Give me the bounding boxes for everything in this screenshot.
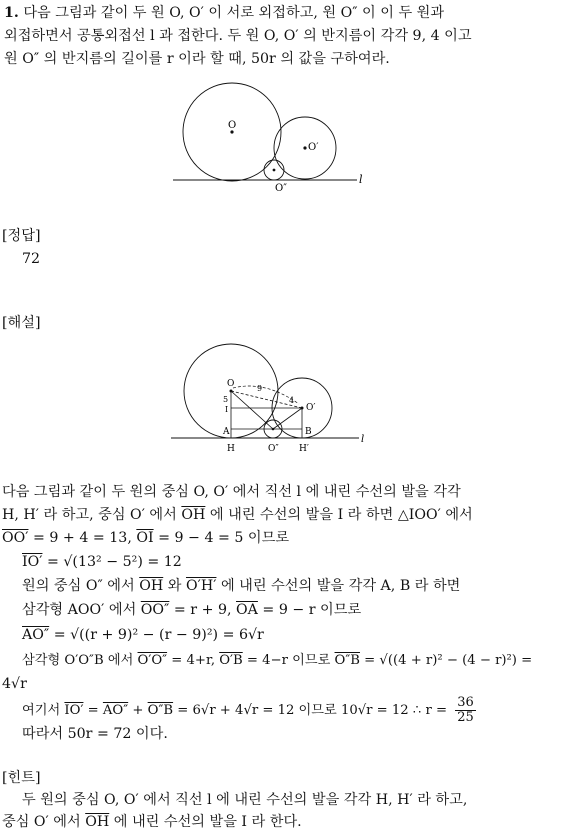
solution-line-2: H, H′ 라 하고, 중심 O′ 에서 $\overline{OH}$ 에 내린 수선의 발을 I 라 하면 △IOO′ 에서 — [2, 507, 473, 523]
solution-heading: [해설] — [2, 315, 41, 331]
svg-text:4: 4 — [289, 396, 295, 405]
label-O2: O″ — [275, 183, 287, 194]
fraction: $\frac{36}{25}$ — [457, 695, 474, 725]
problem-number: 1. — [4, 5, 19, 21]
solution-line-6: 삼각형 AOO′ 에서 OO″ = r + 9, $\overline{OA} = 9 - r$ 이므로 — [22, 602, 362, 618]
svg-text:O′: O′ — [306, 403, 316, 413]
svg-text:I: I — [225, 405, 229, 414]
problem-text-2: 외접하면서 공통외접선 l 과 접한다. 두 원 O, O′ 의 반지름이 각각 9, 4 이고 — [4, 28, 472, 44]
svg-text:O″: O″ — [268, 444, 279, 454]
svg-text:5: 5 — [223, 395, 229, 404]
problem-line-1 — [4, 3, 444, 23]
label-O: O — [228, 120, 237, 131]
svg-text:O: O — [227, 379, 235, 389]
hint-line-2: 중심 O′ 에서 $\overline{OH}$ 에 내린 수선의 발을 I 라 한다. — [2, 814, 302, 830]
problem-text-3: 원 O″ 의 반지름의 길이를 r 이라 할 때, 50r 의 값을 구하여라. — [4, 51, 390, 67]
answer-heading: [정답] — [2, 228, 41, 244]
hint-heading: [힌트] — [2, 770, 41, 786]
solution-figure — [165, 340, 375, 458]
svg-text:H′: H′ — [299, 444, 309, 454]
label-l: l — [359, 173, 363, 186]
label-O1: O′ — [308, 142, 319, 153]
svg-text:A: A — [223, 427, 230, 437]
svg-text:l: l — [361, 434, 365, 445]
answer-value: 72 — [22, 251, 41, 267]
svg-text:9: 9 — [257, 384, 263, 393]
solution-line-1: 다음 그림과 같이 두 원의 중심 O, O′ 에서 직선 l 에 내린 수선의 발을 각각 — [2, 484, 461, 500]
solution-line-9: 4√r — [2, 676, 27, 692]
svg-text:H: H — [227, 444, 235, 454]
svg-text:B: B — [305, 427, 312, 437]
solution-line-10: 여기서 IO′ = AO″ + O″B = 6√r + 4√r = 12 이므로 10√r = 12 ∴ r = $\frac{36}{25}$ — [22, 695, 474, 725]
problem-figure — [165, 78, 375, 196]
solution-line-7: AO″ = √((r + 9)² − (r − 9)²) = 6√r — [22, 627, 264, 643]
solution-line-11: 따라서 50r = 72 이다. — [22, 726, 168, 742]
hint-line-1: 두 원의 중심 O, O′ 에서 직선 l 에 내린 수선의 발을 각각 H, H′ 라 하고, — [22, 792, 468, 808]
solution-line-8: 삼각형 O′O″B 에서 O′O″ = 4+r, O′B = 4−r 이므로 O″B = √((4 + r)² − (4 − r)²) = — [22, 653, 533, 668]
solution-line-5: 원의 중심 O″ 에서 $\overline{OH}$ 와 O′H′ 에 내린 수선의 발을 각각 A, B 라 하면 — [22, 578, 461, 594]
solution-line-3: OO′ = 9 + 4 = 13, $\overline{OI} = 9 - 4 = 5$ 이므로 — [2, 530, 290, 546]
solution-line-4: IO′ = √(13² − 5²) = 12 — [22, 554, 182, 570]
problem-text-1: 다음 그림과 같이 두 원 O, O′ 이 서로 외접하고, 원 O″ 이 이 두 원과 — [23, 5, 445, 21]
